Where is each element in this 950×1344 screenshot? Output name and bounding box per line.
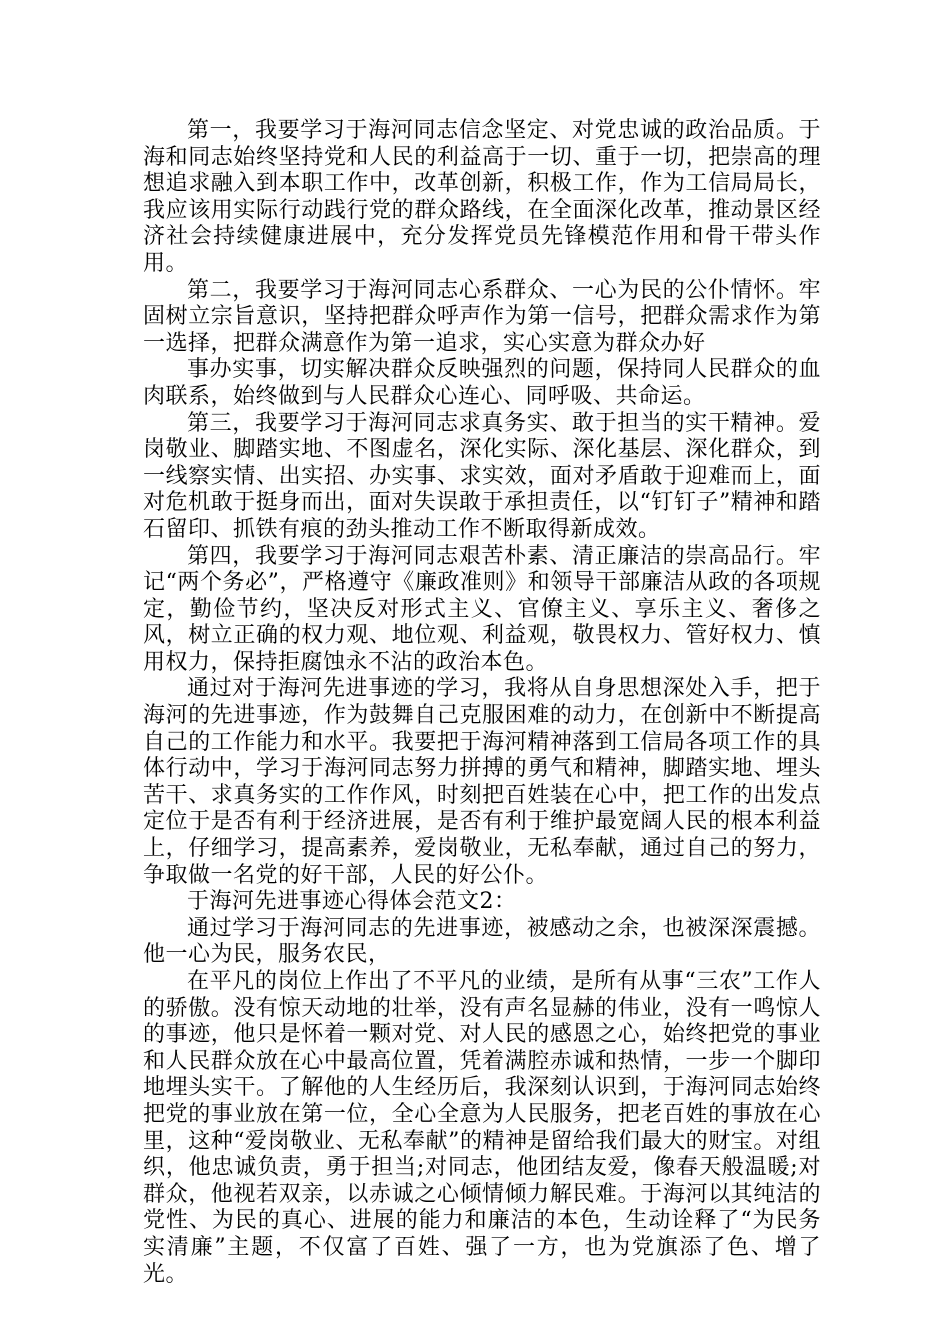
paragraph-fourth-point: 第四，我要学习于海河同志艰苦朴素、清正廉洁的崇高品行。牢记“两个务必”，严格遵守《廉政准则》和领导干部廉洁从政的各项规定，勤俭节约，坚决反对形式主义、官僚主义、享乐主义、奢侈之风，树立正确的权力观、地位观、利益观，敬畏权力、管好权力、慎用权力，保持拒腐蚀永不沾的政治本色。	[143, 543, 821, 675]
paragraph-conclusion: 通过对于海河先进事迹的学习，我将从自身思想深处入手，把于海河的先进事迹，作为鼓舞自己克服困难的动力，在创新中不断提高自己的工作能力和水平。我要把于海河精神落到工信局各项工作的具体行动中，学习于海河同志努力拼搏的勇气和精神，脚踏实地、埋头苦干、求真务实的工作作风，时刻把百姓装在心中，把工作的出发点定位于是否有利于经济进展，是否有利于维护最宽阔人民的根本利益上，仔细学习，提高素养，爱岗敬业，无私奉献，通过自己的努力，争取做一名党的好干部，人民的好公仆。	[143, 676, 821, 888]
paragraph-third-point: 第三，我要学习于海河同志求真务实、敢于担当的实干精神。爱岗敬业、脚踏实地、不图虚名，深化实际、深化基层、深化群众，到一线察实情、出实招、办实事、求实效，面对矛盾敢于迎难而上，面对危机敢于挺身而出，面对失误敢于承担责任，以“钉钉子”精神和踏石留印、抓铁有痕的劲头推动工作不断取得新成效。	[143, 410, 821, 542]
paragraph-second-point-continued: 事办实事，切实解决群众反映强烈的问题，保持同人民群众的血肉联系，始终做到与人民群众心连心、同呼吸、共命运。	[143, 357, 821, 409]
paragraph-sample-2-body: 在平凡的岗位上作出了不平凡的业绩，是所有从事“三农”工作人的骄傲。没有惊天动地的壮举，没有声名显赫的伟业，没有一鸣惊人的事迹，他只是怀着一颗对党、对人民的感恩之心，始终把党的事业和人民群众放在心中最高位置，凭着满腔赤诚和热情，一步一个脚印地埋头实干。了解他的人生经历后，我深刻认识到，于海河同志始终把党的事业放在第一位，全心全意为人民服务，把老百姓的事放在心里，这种“爱岗敬业、无私奉献”的精神是留给我们最大的财宝。对组织，他忠诚负责，勇于担当;对同志，他团结友爱，像春天般温暖;对群众，他视若双亲，以赤诚之心倾情倾力解民难。于海河以其纯洁的党性、为民的真心、进展的能力和廉洁的本色，生动诠释了“为民务实清廉”主题，不仅富了百姓、强了一方，也为党旗添了色、增了光。	[143, 969, 821, 1287]
document-body	[143, 118, 821, 1288]
paragraph-second-point: 第二，我要学习于海河同志心系群众、一心为民的公仆情怀。牢固树立宗旨意识，坚持把群众呼声作为第一信号，把群众需求作为第一选择，把群众满意作为第一追求，实心实意为群众办好	[143, 277, 821, 356]
paragraph-sample-2-intro: 通过学习于海河同志的先进事迹，被感动之余，也被深深震撼。他一心为民，服务农民，	[143, 915, 821, 968]
section-heading-sample-2: 于海河先进事迹心得体会范文2：	[187, 889, 517, 915]
paragraph-first-point: 第一，我要学习于海河同志信念坚定、对党忠诚的政治品质。于海和同志始终坚持党和人民的利益高于一切、重于一切，把崇高的理想追求融入到本职工作中，改革创新，积极工作，作为工信局局长，我应该用实际行动践行党的群众路线，在全面深化改革，推动景区经济社会持续健康进展中，充分发挥党员先锋模范作用和骨干带头作用。	[143, 118, 821, 276]
